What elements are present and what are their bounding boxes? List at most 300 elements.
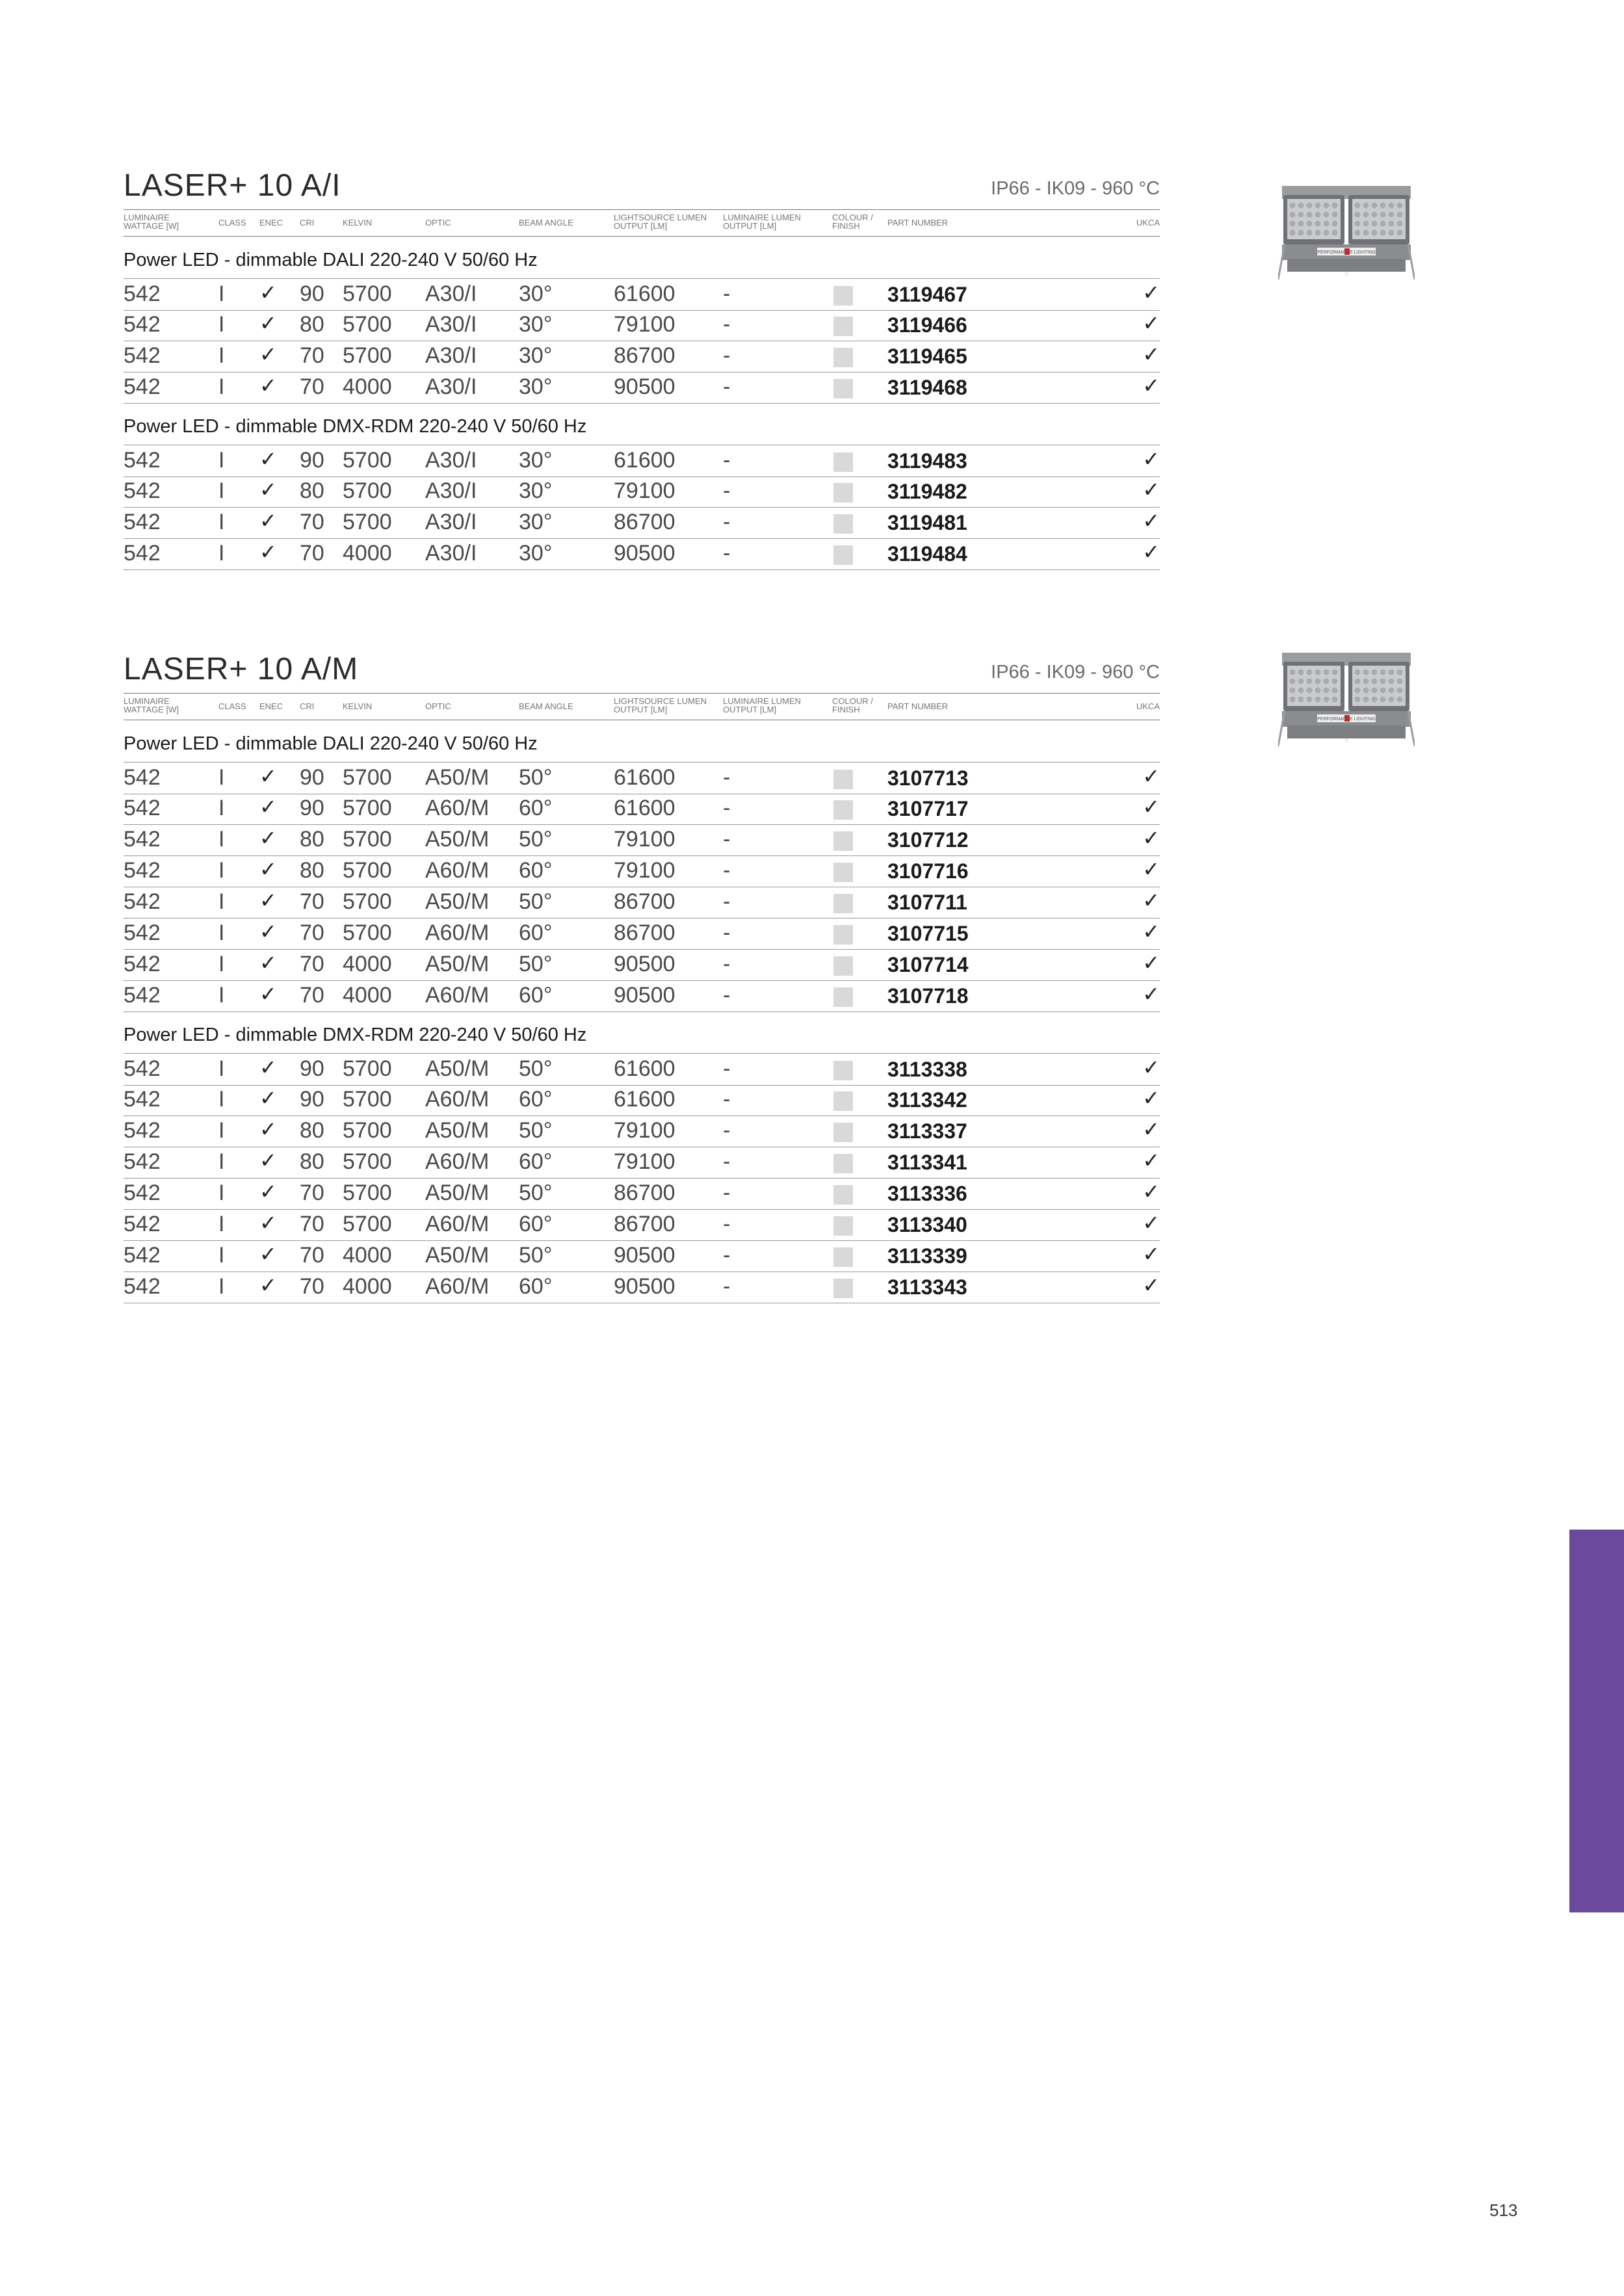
col-luminaire-lumen: LUMINAIRE LUMEN OUTPUT [LM]	[723, 696, 801, 714]
kelvin-cell: 5700	[343, 827, 392, 852]
cri-cell: 70	[300, 343, 324, 368]
colour-finish-swatch	[833, 831, 853, 851]
luminaire-lumen-cell: -	[723, 1274, 731, 1299]
class-cell: I	[218, 983, 225, 1008]
colour-finish-swatch	[833, 348, 853, 367]
part-number-cell: 3119467	[887, 283, 967, 306]
cri-cell: 80	[300, 858, 324, 883]
kelvin-cell: 5700	[343, 448, 392, 473]
class-cell: I	[218, 796, 225, 820]
class-cell: I	[218, 448, 225, 473]
colour-finish-swatch	[833, 317, 853, 336]
col-class: CLASS	[218, 218, 246, 228]
luminaire-lumen-cell: -	[723, 1181, 731, 1205]
col-colour-finish: COLOUR / FINISH	[832, 213, 873, 231]
enec-check-icon: ✓	[259, 982, 277, 1006]
table-header	[124, 209, 1160, 237]
kelvin-cell: 5700	[343, 1118, 392, 1143]
optic-cell: A60/M	[425, 858, 490, 883]
colour-finish-swatch	[833, 925, 853, 945]
colour-finish-swatch	[833, 1247, 853, 1267]
colour-finish-swatch	[833, 483, 853, 502]
cri-cell: 80	[300, 1149, 324, 1174]
wattage-cell: 542	[124, 374, 161, 399]
optic-cell: A60/M	[425, 796, 490, 820]
optic-cell: A30/I	[425, 312, 477, 337]
wattage-cell: 542	[124, 796, 161, 820]
enec-check-icon: ✓	[259, 1086, 277, 1110]
enec-check-icon: ✓	[259, 311, 277, 335]
cri-cell: 80	[300, 827, 324, 852]
cri-cell: 70	[300, 920, 324, 945]
ukca-check-icon: ✓	[1142, 447, 1160, 471]
table-row	[124, 793, 1160, 825]
kelvin-cell: 5700	[343, 920, 392, 945]
wattage-cell: 542	[124, 312, 161, 337]
cri-cell: 70	[300, 983, 324, 1008]
part-number-cell: 3113340	[887, 1213, 967, 1236]
cri-cell: 70	[300, 889, 324, 914]
table-row	[124, 1084, 1160, 1116]
part-number-cell: 3113337	[887, 1119, 967, 1143]
part-number-cell: 3119481	[887, 511, 967, 534]
wattage-cell: 542	[124, 1118, 161, 1143]
product-image-label: PERFORMANCE LIGHTING	[1317, 717, 1376, 722]
kelvin-cell: 4000	[343, 983, 392, 1008]
enec-check-icon: ✓	[259, 478, 277, 501]
kelvin-cell: 5700	[343, 1212, 392, 1236]
part-number-cell: 3119466	[887, 313, 967, 337]
col-wattage: LUMINAIRE WATTAGE [W]	[124, 213, 179, 231]
table-row	[124, 476, 1160, 508]
enec-check-icon: ✓	[259, 447, 277, 471]
part-number-cell: 3119484	[887, 542, 967, 566]
beam-angle-cell: 30°	[519, 541, 553, 566]
luminaire-lumen-cell: -	[723, 541, 731, 566]
ukca-check-icon: ✓	[1142, 1056, 1160, 1079]
colour-finish-swatch	[833, 1091, 853, 1111]
table-row	[124, 949, 1160, 981]
beam-angle-cell: 60°	[519, 1212, 553, 1236]
ukca-check-icon: ✓	[1142, 540, 1160, 564]
beam-angle-cell: 50°	[519, 1118, 553, 1143]
page-number: 513	[1489, 2200, 1518, 2220]
table-row	[124, 538, 1160, 570]
class-cell: I	[218, 510, 225, 534]
beam-angle-cell: 30°	[519, 312, 553, 337]
beam-angle-cell: 30°	[519, 374, 553, 399]
class-cell: I	[218, 765, 225, 790]
lightsource-lumen-cell: 61600	[614, 448, 675, 473]
kelvin-cell: 5700	[343, 281, 392, 306]
part-number-cell: 3107712	[887, 828, 969, 852]
table-row	[124, 507, 1160, 539]
luminaire-lumen-cell: -	[723, 343, 731, 368]
class-cell: I	[218, 541, 225, 566]
ukca-check-icon: ✓	[1142, 1180, 1160, 1203]
table-row	[124, 980, 1160, 1012]
part-number-cell: 3107715	[887, 922, 969, 945]
col-colour-finish: COLOUR / FINISH	[832, 696, 873, 714]
lightsource-lumen-cell: 61600	[614, 765, 675, 790]
beam-angle-cell: 30°	[519, 281, 553, 306]
col-wattage: LUMINAIRE WATTAGE [W]	[124, 696, 179, 714]
part-number-cell: 3119483	[887, 449, 967, 473]
beam-angle-cell: 30°	[519, 448, 553, 473]
class-cell: I	[218, 1181, 225, 1205]
lightsource-lumen-cell: 79100	[614, 478, 675, 503]
enec-check-icon: ✓	[259, 857, 277, 881]
colour-finish-swatch	[833, 452, 853, 472]
class-cell: I	[218, 889, 225, 914]
kelvin-cell: 5700	[343, 510, 392, 534]
class-cell: I	[218, 374, 225, 399]
part-number-cell: 3113343	[887, 1275, 967, 1299]
optic-cell: A30/I	[425, 343, 477, 368]
colour-finish-swatch	[833, 987, 853, 1007]
kelvin-cell: 4000	[343, 374, 392, 399]
wattage-cell: 542	[124, 541, 161, 566]
wattage-cell: 542	[124, 889, 161, 914]
col-kelvin: KELVIN	[343, 218, 373, 228]
ukca-check-icon: ✓	[1142, 1211, 1160, 1234]
colour-finish-swatch	[833, 770, 853, 789]
lightsource-lumen-cell: 61600	[614, 281, 675, 306]
optic-cell: A30/I	[425, 281, 477, 306]
luminaire-lumen-cell: -	[723, 312, 731, 337]
beam-angle-cell: 60°	[519, 1274, 553, 1299]
table-row	[124, 855, 1160, 887]
col-class: CLASS	[218, 701, 246, 711]
part-number-cell: 3119465	[887, 345, 967, 368]
lightsource-lumen-cell: 90500	[614, 541, 675, 566]
kelvin-cell: 4000	[343, 952, 392, 976]
optic-cell: A50/M	[425, 765, 490, 790]
colour-finish-swatch	[833, 863, 853, 882]
wattage-cell: 542	[124, 510, 161, 534]
part-number-cell: 3119468	[887, 376, 967, 399]
col-beam-angle: BEAM ANGLE	[519, 218, 573, 228]
ukca-check-icon: ✓	[1142, 1273, 1160, 1297]
enec-check-icon: ✓	[259, 920, 277, 943]
luminaire-lumen-cell: -	[723, 1087, 731, 1112]
optic-cell: A60/M	[425, 1274, 490, 1299]
col-lightsource-lumen: LIGHTSOURCE LUMEN OUTPUT [LM]	[614, 213, 707, 231]
part-number-cell: 3107716	[887, 859, 969, 883]
wattage-cell: 542	[124, 478, 161, 503]
wattage-cell: 542	[124, 1181, 161, 1205]
cri-cell: 90	[300, 765, 324, 790]
col-lightsource-lumen: LIGHTSOURCE LUMEN OUTPUT [LM]	[614, 696, 707, 714]
cri-cell: 90	[300, 281, 324, 306]
table-row	[124, 1178, 1160, 1210]
col-beam-angle: BEAM ANGLE	[519, 701, 573, 711]
cri-cell: 90	[300, 1087, 324, 1112]
beam-angle-cell: 30°	[519, 478, 553, 503]
enec-check-icon: ✓	[259, 1180, 277, 1203]
group-label: Power LED - dimmable DALI 220-240 V 50/60 Hz	[124, 733, 538, 754]
kelvin-cell: 4000	[343, 1274, 392, 1299]
enec-check-icon: ✓	[259, 1273, 277, 1297]
wattage-cell: 542	[124, 858, 161, 883]
enec-check-icon: ✓	[259, 509, 277, 532]
wattage-cell: 542	[124, 1243, 161, 1268]
optic-cell: A60/M	[425, 1212, 490, 1236]
protection-rating: IP66 - IK09 - 960 °C	[991, 662, 1160, 683]
class-cell: I	[218, 827, 225, 852]
lightsource-lumen-cell: 90500	[614, 983, 675, 1008]
ukca-check-icon: ✓	[1142, 764, 1160, 788]
optic-cell: A60/M	[425, 920, 490, 945]
cri-cell: 80	[300, 1118, 324, 1143]
cri-cell: 70	[300, 1274, 324, 1299]
col-optic: OPTIC	[425, 701, 451, 711]
lightsource-lumen-cell: 86700	[614, 920, 675, 945]
section-color-tab	[1569, 1530, 1624, 1912]
luminaire-lumen-cell: -	[723, 1118, 731, 1143]
enec-check-icon: ✓	[259, 1117, 277, 1141]
beam-angle-cell: 60°	[519, 858, 553, 883]
enec-check-icon: ✓	[259, 889, 277, 912]
optic-cell: A30/I	[425, 374, 477, 399]
luminaire-lumen-cell: -	[723, 765, 731, 790]
kelvin-cell: 5700	[343, 1056, 392, 1081]
class-cell: I	[218, 1212, 225, 1236]
enec-check-icon: ✓	[259, 764, 277, 788]
lightsource-lumen-cell: 79100	[614, 1118, 675, 1143]
ukca-check-icon: ✓	[1142, 1086, 1160, 1110]
class-cell: I	[218, 1274, 225, 1299]
col-part-number: PART NUMBER	[887, 701, 949, 711]
part-number-cell: 3107713	[887, 766, 969, 790]
ukca-check-icon: ✓	[1142, 374, 1160, 397]
optic-cell: A30/I	[425, 478, 477, 503]
cri-cell: 80	[300, 312, 324, 337]
beam-angle-cell: 50°	[519, 952, 553, 976]
beam-angle-cell: 30°	[519, 343, 553, 368]
wattage-cell: 542	[124, 448, 161, 473]
colour-finish-swatch	[833, 1279, 853, 1298]
class-cell: I	[218, 281, 225, 306]
wattage-cell: 542	[124, 765, 161, 790]
optic-cell: A30/I	[425, 448, 477, 473]
wattage-cell: 542	[124, 983, 161, 1008]
cri-cell: 90	[300, 448, 324, 473]
luminaire-lumen-cell: -	[723, 827, 731, 852]
luminaire-lumen-cell: -	[723, 796, 731, 820]
lightsource-lumen-cell: 61600	[614, 1087, 675, 1112]
luminaire-lumen-cell: -	[723, 952, 731, 976]
luminaire-lumen-cell: -	[723, 1243, 731, 1268]
col-cri: CRI	[300, 701, 315, 711]
colour-finish-swatch	[833, 956, 853, 976]
colour-finish-swatch	[833, 1123, 853, 1142]
table-row	[124, 1272, 1160, 1303]
table-row	[124, 1147, 1160, 1179]
lightsource-lumen-cell: 86700	[614, 343, 675, 368]
lightsource-lumen-cell: 61600	[614, 796, 675, 820]
optic-cell: A50/M	[425, 1118, 490, 1143]
class-cell: I	[218, 920, 225, 945]
kelvin-cell: 4000	[343, 1243, 392, 1268]
luminaire-lumen-cell: -	[723, 983, 731, 1008]
cri-cell: 70	[300, 510, 324, 534]
lightsource-lumen-cell: 61600	[614, 1056, 675, 1081]
col-optic: OPTIC	[425, 218, 451, 228]
lightsource-lumen-cell: 79100	[614, 858, 675, 883]
table-row	[124, 445, 1160, 477]
part-number-cell: 3119482	[887, 480, 967, 503]
part-number-cell: 3107717	[887, 797, 969, 820]
wattage-cell: 542	[124, 952, 161, 976]
enec-check-icon: ✓	[259, 1056, 277, 1079]
cri-cell: 90	[300, 1056, 324, 1081]
lightsource-lumen-cell: 86700	[614, 1181, 675, 1205]
col-cri: CRI	[300, 218, 315, 228]
kelvin-cell: 5700	[343, 796, 392, 820]
colour-finish-swatch	[833, 1061, 853, 1080]
ukca-check-icon: ✓	[1142, 343, 1160, 366]
ukca-check-icon: ✓	[1142, 889, 1160, 912]
lightsource-lumen-cell: 90500	[614, 952, 675, 976]
optic-cell: A50/M	[425, 889, 490, 914]
table-row	[124, 372, 1160, 404]
part-number-cell: 3107714	[887, 953, 969, 976]
class-cell: I	[218, 1149, 225, 1174]
beam-angle-cell: 60°	[519, 1087, 553, 1112]
table-row	[124, 762, 1160, 794]
luminaire-lumen-cell: -	[723, 478, 731, 503]
cri-cell: 70	[300, 952, 324, 976]
enec-check-icon: ✓	[259, 281, 277, 304]
ukca-check-icon: ✓	[1142, 857, 1160, 881]
lightsource-lumen-cell: 79100	[614, 1149, 675, 1174]
class-cell: I	[218, 1243, 225, 1268]
table-row	[124, 824, 1160, 856]
colour-finish-swatch	[833, 1216, 853, 1236]
beam-angle-cell: 50°	[519, 1243, 553, 1268]
optic-cell: A60/M	[425, 1087, 490, 1112]
ukca-check-icon: ✓	[1142, 1117, 1160, 1141]
enec-check-icon: ✓	[259, 1211, 277, 1234]
part-number-cell: 3113338	[887, 1058, 967, 1081]
cri-cell: 70	[300, 1243, 324, 1268]
ukca-check-icon: ✓	[1142, 1242, 1160, 1266]
beam-angle-cell: 50°	[519, 827, 553, 852]
table-row	[124, 1115, 1160, 1147]
optic-cell: A50/M	[425, 1243, 490, 1268]
optic-cell: A50/M	[425, 1056, 490, 1081]
kelvin-cell: 5700	[343, 1149, 392, 1174]
luminaire-lumen-cell: -	[723, 1149, 731, 1174]
colour-finish-swatch	[833, 514, 853, 534]
part-number-cell: 3113336	[887, 1182, 967, 1205]
beam-angle-cell: 60°	[519, 796, 553, 820]
wattage-cell: 542	[124, 1056, 161, 1081]
ukca-check-icon: ✓	[1142, 982, 1160, 1006]
kelvin-cell: 5700	[343, 1181, 392, 1205]
kelvin-cell: 5700	[343, 343, 392, 368]
colour-finish-swatch	[833, 1154, 853, 1173]
luminaire-lumen-cell: -	[723, 1056, 731, 1081]
beam-angle-cell: 30°	[519, 510, 553, 534]
wattage-cell: 542	[124, 1149, 161, 1174]
protection-rating: IP66 - IK09 - 960 °C	[991, 178, 1160, 199]
wattage-cell: 542	[124, 1274, 161, 1299]
kelvin-cell: 5700	[343, 889, 392, 914]
class-cell: I	[218, 343, 225, 368]
luminaire-lumen-cell: -	[723, 448, 731, 473]
wattage-cell: 542	[124, 920, 161, 945]
colour-finish-swatch	[833, 379, 853, 398]
lightsource-lumen-cell: 90500	[614, 374, 675, 399]
luminaire-lumen-cell: -	[723, 858, 731, 883]
kelvin-cell: 5700	[343, 765, 392, 790]
lightsource-lumen-cell: 90500	[614, 1243, 675, 1268]
table-row	[124, 1209, 1160, 1241]
enec-check-icon: ✓	[259, 374, 277, 397]
beam-angle-cell: 50°	[519, 1181, 553, 1205]
lightsource-lumen-cell: 86700	[614, 510, 675, 534]
lightsource-lumen-cell: 79100	[614, 827, 675, 852]
part-number-cell: 3113341	[887, 1151, 967, 1174]
kelvin-cell: 4000	[343, 541, 392, 566]
class-cell: I	[218, 1118, 225, 1143]
ukca-check-icon: ✓	[1142, 509, 1160, 532]
product-image-label: PERFORMANCE LIGHTING	[1317, 250, 1376, 255]
kelvin-cell: 5700	[343, 858, 392, 883]
table-row	[124, 918, 1160, 950]
col-enec: ENEC	[259, 701, 283, 711]
col-enec: ENEC	[259, 218, 283, 228]
ukca-check-icon: ✓	[1142, 1149, 1160, 1172]
class-cell: I	[218, 858, 225, 883]
ukca-check-icon: ✓	[1142, 478, 1160, 501]
colour-finish-swatch	[833, 800, 853, 820]
optic-cell: A30/I	[425, 510, 477, 534]
optic-cell: A50/M	[425, 952, 490, 976]
part-number-cell: 3107718	[887, 984, 969, 1008]
col-luminaire-lumen: LUMINAIRE LUMEN OUTPUT [LM]	[723, 213, 801, 231]
wattage-cell: 542	[124, 1212, 161, 1236]
ukca-check-icon: ✓	[1142, 826, 1160, 850]
luminaire-lumen-cell: -	[723, 281, 731, 306]
lightsource-lumen-cell: 79100	[614, 312, 675, 337]
luminaire-lumen-cell: -	[723, 889, 731, 914]
beam-angle-cell: 50°	[519, 889, 553, 914]
cri-cell: 80	[300, 478, 324, 503]
colour-finish-swatch	[833, 286, 853, 306]
enec-check-icon: ✓	[259, 795, 277, 818]
colour-finish-swatch	[833, 1185, 853, 1205]
group-label: Power LED - dimmable DMX-RDM 220-240 V 50/60 Hz	[124, 1024, 587, 1045]
part-number-cell: 3113339	[887, 1244, 967, 1268]
group-label: Power LED - dimmable DMX-RDM 220-240 V 50/60 Hz	[124, 416, 587, 437]
class-cell: I	[218, 1056, 225, 1081]
luminaire-lumen-cell: -	[723, 374, 731, 399]
cri-cell: 70	[300, 541, 324, 566]
wattage-cell: 542	[124, 1087, 161, 1112]
kelvin-cell: 5700	[343, 312, 392, 337]
enec-check-icon: ✓	[259, 540, 277, 564]
col-ukca: UKCA	[1136, 218, 1160, 228]
col-part-number: PART NUMBER	[887, 218, 949, 228]
beam-angle-cell: 60°	[519, 1149, 553, 1174]
product-title: LASER+ 10 A/M	[124, 652, 359, 686]
optic-cell: A60/M	[425, 1149, 490, 1174]
table-header	[124, 693, 1160, 720]
class-cell: I	[218, 312, 225, 337]
